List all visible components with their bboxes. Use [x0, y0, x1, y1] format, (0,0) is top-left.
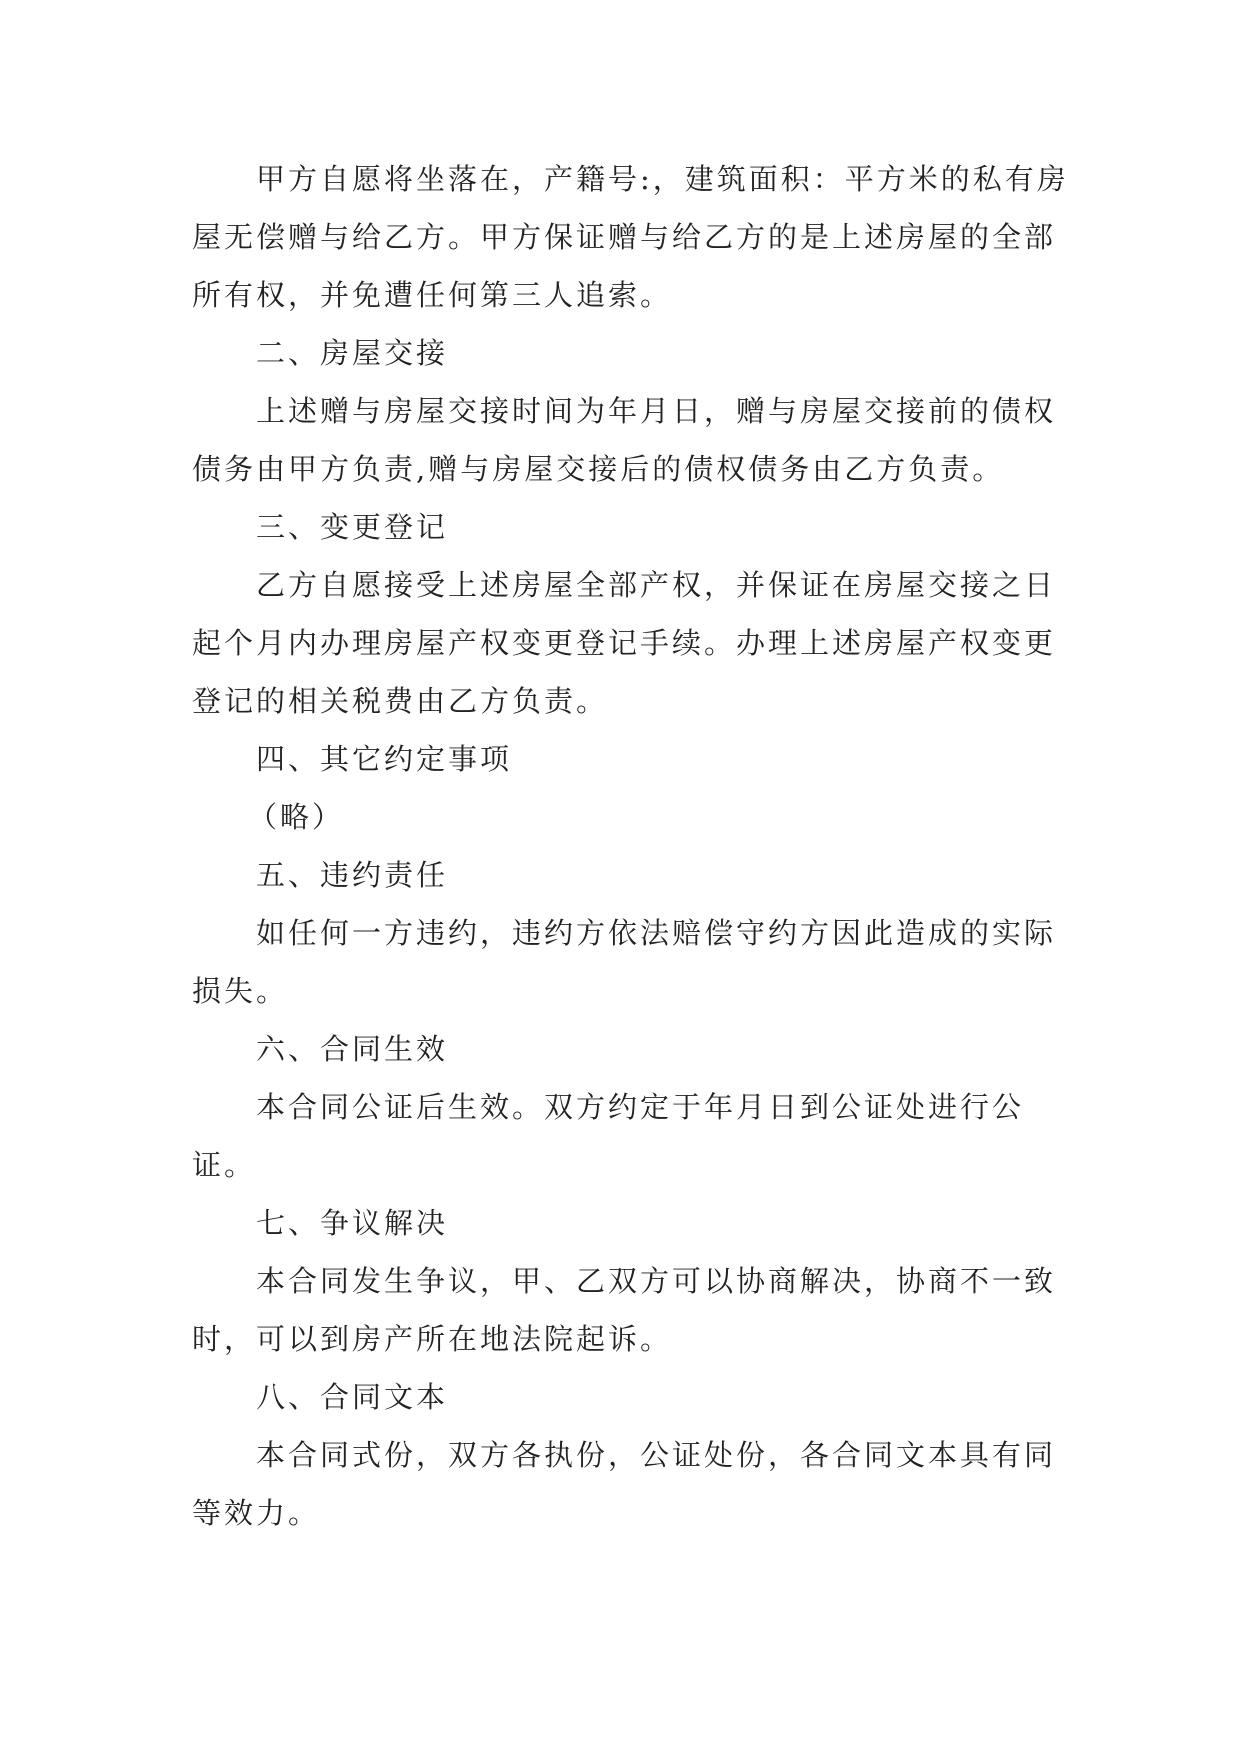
document-body [192, 150, 1072, 1542]
paragraph-contract-copies: 本合同式份，双方各执份，公证处份，各合同文本具有同等效力。 [192, 1438, 1057, 1530]
paragraph-breach-liability: 如任何一方违约，违约方依法赔偿守约方因此造成的实际损失。 [192, 916, 1057, 1008]
paragraph-contract-effect: 本合同公证后生效。双方约定于年月日到公证处进行公证。 [192, 1090, 1025, 1182]
paragraph-dispute-resolution: 本合同发生争议，甲、乙双方可以协商解决，协商不一致时，可以到房产所在地法院起诉。 [192, 1264, 1057, 1356]
heading-contract-copies: 八、合同文本 [256, 1380, 449, 1414]
heading-contract-effect: 六、合同生效 [256, 1032, 449, 1066]
paragraph-gift-terms: 甲方自愿将坐落在，产籍号:，建筑面积：平方米的私有房屋无偿赠与给乙方。甲方保证赠与给乙方的是上述房屋的全部所有权，并免遭任何第三人追索。 [192, 162, 1069, 312]
heading-breach-liability: 五、违约责任 [256, 858, 449, 892]
heading-house-handover: 二、房屋交接 [256, 336, 449, 370]
paragraph-registration-change: 乙方自愿接受上述房屋全部产权，并保证在房屋交接之日起个月内办理房屋产权变更登记手续。办理上述房屋产权变更登记的相关税费由乙方负责。 [192, 568, 1057, 718]
heading-registration-change: 三、变更登记 [256, 510, 449, 544]
heading-dispute-resolution: 七、争议解决 [256, 1206, 449, 1240]
heading-other-matters: 四、其它约定事项 [256, 742, 513, 776]
paragraph-omitted-note: （略） [248, 800, 345, 834]
paragraph-house-handover: 上述赠与房屋交接时间为年月日，赠与房屋交接前的债权债务由甲方负责,赠与房屋交接后的债权债务由乙方负责。 [192, 394, 1057, 486]
